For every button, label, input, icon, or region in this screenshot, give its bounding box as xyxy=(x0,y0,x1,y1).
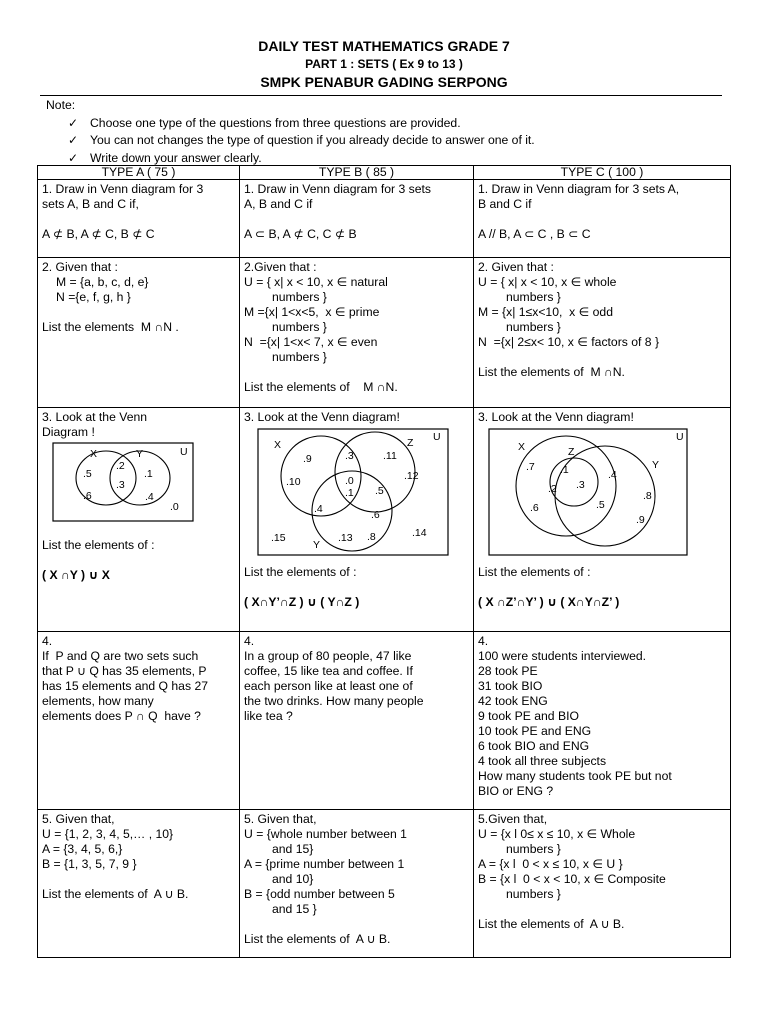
label-z: Z xyxy=(568,446,575,458)
note-item: ✓ Choose one type of the questions from three questions are provided. xyxy=(68,115,535,133)
checkmark-icon: ✓ xyxy=(68,150,79,165)
element: .3 xyxy=(576,479,585,491)
label-x: X xyxy=(518,441,526,453)
page-title: DAILY TEST MATHEMATICS GRADE 7 xyxy=(258,38,510,54)
element: .1 xyxy=(144,468,153,480)
school-name: SMPK PENABUR GADING SERPONG xyxy=(260,74,508,90)
label-u: U xyxy=(676,431,684,443)
header-divider xyxy=(40,95,722,96)
element: .11 xyxy=(383,450,397,462)
column-header-type-b: TYPE B ( 85 ) xyxy=(240,166,474,180)
element: .8 xyxy=(643,490,652,502)
q5-type-b: 5. Given that, U = {whole number between 1 and 15} A = {prime number between 1 and 10} B = {odd number between 5 and 15 } List the elements of A ∪ B. xyxy=(240,810,474,958)
question-row-3 xyxy=(38,408,731,632)
q5-type-a: 5. Given that, U = {1, 2, 3, 4, 5,… , 10} A = {3, 4, 5, 6,} B = {1, 3, 5, 7, 9 } List the elements of A ∪ B. xyxy=(38,810,240,958)
element: .1 xyxy=(345,487,354,499)
q2-type-c: 2. Given that : U = { x| x < 10, x ∈ whole numbers } M = {x| 1≤x<10, x ∈ odd numbers } N ={x| 2≤x< 10, x ∈ factors of 8 } List the elements of M ∩N. xyxy=(474,258,731,408)
element: .3 xyxy=(116,479,125,491)
question-row-4 xyxy=(38,632,731,810)
venn-diagram-c xyxy=(488,428,688,556)
set-z-circle xyxy=(335,432,415,512)
element: .6 xyxy=(83,490,92,502)
label-y: Y xyxy=(313,539,321,551)
element: .10 xyxy=(286,476,301,488)
element: .5 xyxy=(375,485,384,497)
q2-type-b: 2.Given that : U = { x| x < 10, x ∈ natural numbers } M ={x| 1<x<5, x ∈ prime numbers } N ={x| 1<x< 7, x ∈ even numbers } List the elements of M ∩N. xyxy=(240,258,474,408)
q5-type-c: 5.Given that, U = {x l 0≤ x ≤ 10, x ∈ Whole numbers } A = {x l 0 < x ≤ 10, x ∈ U } B = {x l 0 < x < 10, x ∈ Composite numbers } List the elements of A ∪ B. xyxy=(474,810,731,958)
label-z: Z xyxy=(407,437,414,449)
element: .1 xyxy=(560,464,569,476)
element: .4 xyxy=(608,469,617,481)
label-y: Y xyxy=(136,448,144,460)
element: .4 xyxy=(314,503,323,515)
header-row xyxy=(38,166,731,180)
question-row-1 xyxy=(38,180,731,258)
element: .4 xyxy=(145,491,154,503)
element: .5 xyxy=(83,468,92,480)
element: .14 xyxy=(412,527,427,539)
element: .3 xyxy=(345,450,354,462)
element: .2 xyxy=(548,483,557,495)
column-header-type-c: TYPE C ( 100 ) xyxy=(474,166,731,180)
label-x: X xyxy=(90,448,98,460)
q3-type-c: 3. Look at the Venn diagram! U X Y Z .7 .1 .2 .3 .4 .6 .5 .8 .9 List the elements of : ( X ∩Z’∩Y’ ) ∪ ( X∩Y∩Z’ ) xyxy=(474,408,731,632)
q1-type-b: 1. Draw in Venn diagram for 3 sets A, B and C if A ⊂ B, A ⊄ C, C ⊄ B xyxy=(240,180,474,258)
page-subtitle: PART 1 : SETS ( Ex 9 to 13 ) xyxy=(305,57,463,71)
note-item: ✓ You can not changes the type of question if you already decide to answer one of it. xyxy=(68,132,535,150)
q3-type-b: 3. Look at the Venn diagram! U X Z Y .9 .3 .11 .10 .0 .12 .1 .5 .4 .6 .15 .13 .8 .14 List the elements of : ( X∩Y’∩Z ) ∪ ( Y∩Z ) xyxy=(240,408,474,632)
element: .6 xyxy=(371,509,380,521)
q2-type-a: 2. Given that : M = {a, b, c, d, e} N ={e, f, g, h } List the elements M ∩N . xyxy=(38,258,240,408)
element: .13 xyxy=(338,532,353,544)
q1-type-a: 1. Draw in Venn diagram for 3 sets A, B and C if, A ⊄ B, A ⊄ C, B ⊄ C xyxy=(38,180,240,258)
element: .0 xyxy=(345,475,354,487)
element: .15 xyxy=(271,532,286,544)
label-x: X xyxy=(274,439,282,451)
element: .8 xyxy=(367,531,376,543)
note-item: ✓ Write down your answer clearly. xyxy=(68,150,535,168)
venn-diagram-b xyxy=(257,428,449,556)
label-u: U xyxy=(433,431,441,443)
venn-diagram-a xyxy=(52,442,194,522)
element: .0 xyxy=(170,501,179,513)
q3-type-a: 3. Look at the Venn Diagram ! U X Y .5 .2 .3 .1 .6 .4 .0 List the elements of : ( X ∩Y ) ∪ X xyxy=(38,408,240,632)
set-x-circle xyxy=(516,436,616,536)
column-header-type-a: TYPE A ( 75 ) xyxy=(38,166,240,180)
element: .6 xyxy=(530,502,539,514)
element: .9 xyxy=(636,514,645,526)
element: .2 xyxy=(116,460,125,472)
q4-type-c: 4. 100 were students interviewed. 28 took PE 31 took BIO 42 took ENG 9 took PE and BIO 10 took PE and ENG 6 took BIO and ENG 4 took all three subjects How many students took PE but not BIO or ENG ? xyxy=(474,632,731,810)
element: .5 xyxy=(596,499,605,511)
label-u: U xyxy=(180,446,188,458)
q4-type-b: 4. In a group of 80 people, 47 like coffee, 15 like tea and coffee. If each person like at least one of the two drinks. How many people like tea ? xyxy=(240,632,474,810)
element: .12 xyxy=(404,470,419,482)
question-row-5 xyxy=(38,810,731,958)
question-table xyxy=(37,165,731,958)
q1-type-c: 1. Draw in Venn diagram for 3 sets A, B and C if A // B, A ⊂ C , B ⊂ C xyxy=(474,180,731,258)
note-section xyxy=(46,97,535,167)
label-y: Y xyxy=(652,459,660,471)
element: .9 xyxy=(303,453,312,465)
checkmark-icon: ✓ xyxy=(68,115,79,130)
note-label: Note: xyxy=(46,98,76,112)
q4-type-a: 4. If P and Q are two sets such that P ∪ Q has 35 elements, P has 15 elements and Q has 27 elements, how many elements does P ∩ Q have ? xyxy=(38,632,240,810)
set-y-circle xyxy=(555,446,655,546)
checkmark-icon: ✓ xyxy=(68,133,79,147)
element: .7 xyxy=(526,461,535,473)
question-row-2 xyxy=(38,258,731,408)
